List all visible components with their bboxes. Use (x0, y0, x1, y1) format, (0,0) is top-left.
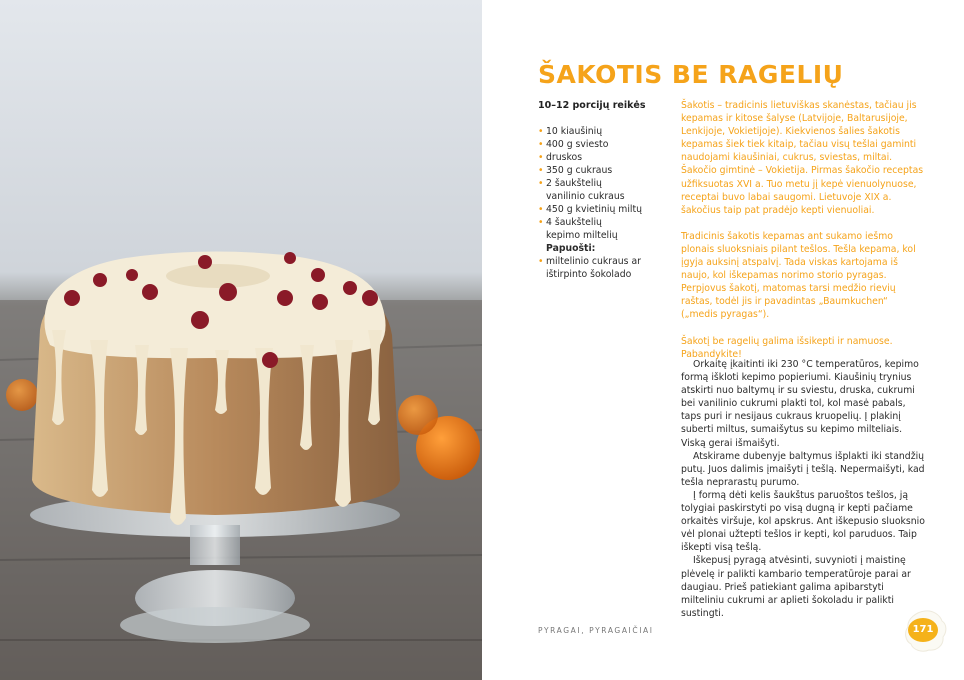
bullet-icon: • (538, 139, 544, 150)
page-number-badge (902, 608, 948, 654)
method-paragraph: Atskirame dubenyje baltymus išplakti iki standžių putų. Juos dalimis įmaišyti į tešlą. Nepermaišyti, kad tešla neprarastų purumo. (681, 450, 925, 488)
bullet-icon: • (538, 204, 544, 215)
recipe-title: ŠAKOTIS BE RAGELIŲ (538, 60, 844, 89)
method-text (681, 358, 926, 620)
list-item: • 400 g sviesto (538, 139, 609, 150)
bundt-cake (32, 252, 400, 526)
ingredients-list (538, 125, 658, 281)
list-item-continuation: vanilinio cukraus (546, 191, 625, 202)
list-item: • 10 kiaušinių (538, 126, 603, 137)
list-item: • 350 g cukraus (538, 165, 613, 176)
list-item: • 2 šaukštelių (538, 178, 602, 189)
intro-text (681, 99, 926, 374)
bullet-icon: • (538, 165, 544, 176)
list-item: • 4 šaukštelių (538, 217, 602, 228)
method-paragraph: Iškepusį pyragą atvėsinti, suvynioti į maistinę plėvelę ir palikti kambario temperatūroje parai ar daugiau. Prieš patiekiant galima apibarstyti milteliniu cukrumi ar aplieti šokoladu ir palikti sustingti. (681, 555, 911, 619)
method-paragraph: Orkaitę įkaitinti iki 230 °C temperatūros, kepimo formą iškloti kepimo popieriumi. Kiaušinių trynius atskirti nuo baltymų ir su sviestu, druska, cukrumi bei vanilinio cukrumi plakti tol, kol masė pabals, taps puri ir nesijaus cukraus kruopelių. Į plakinį suberti miltus, sumaišytus su kepimo milteliais. Viską gerai išmaišyti. (681, 359, 919, 449)
intro-paragraph: Šakotį be ragelių galima išsikepti ir namuose. Pabandykite! (681, 335, 893, 360)
bullet-icon: • (538, 256, 544, 267)
list-item: • 450 g kvietinių miltų (538, 204, 643, 215)
section-footer: PYRAGAI, PYRAGAIČIAI (538, 626, 654, 635)
method-paragraph: Į formą dėti kelis šaukštus paruoštos tešlos, ją tolygiai paskirstyti po visą dugną ir kepti pačiame orkaitės viršuje, kol apskrus. Ant iškepusio sluoksnio vėl plonai užtepti tešlos ir kepti, kol paruduos. Taip iškepti visą tešlą. (681, 489, 925, 554)
page-number: 171 (908, 618, 938, 642)
intro-paragraph: Šakotis – tradicinis lietuviškas skanėstas, tačiau jis kepamas ir kitose šalyse (Latvijoje, Baltarusijoje, Lenkijoje, Vokietijoje). Kiekvienos šalies šakotis kepamas šiek tiek kitaip, tačiau visų tešlai gaminti naudojami kiaušiniai, cukrus, sviestas, miltai. Šakočio gimtinė – Vokietija. Pirmas šakočio receptas užfiksuotas XVI a. Tuo metu jį kepė vienuolynuose, receptai buvo labai saugomi. Lietuvoje XIX a. šakočius taip pat pradėjo kepti vienuoliai. (681, 100, 924, 216)
portions-label: 10–12 porcijų reikės (538, 100, 646, 111)
bullet-icon: • (538, 126, 544, 137)
recipe-page (482, 0, 964, 680)
garnish-heading: Papuošti: (546, 243, 596, 254)
bullet-icon: • (538, 217, 544, 228)
orange-left (6, 379, 38, 411)
list-item-continuation: kepimo miltelių (546, 230, 618, 241)
intro-paragraph: Tradicinis šakotis kepamas ant sukamo iešmo plonais sluoksniais pilant tešlos. Tešla kepama, kol įgyja auksinį atspalvį. Tada viskas kartojama iš naujo, kol iškepamas norimo storio pyragas. Perpjovus šakotį, matomas tarsi medžio rievių raštas, todėl jis ir pavadintas „Baumkuchen“ („medis pyragas“). (681, 230, 916, 321)
bullet-icon: • (538, 178, 544, 189)
list-item: • miltelinio cukraus ar (538, 256, 641, 267)
list-item: • druskos (538, 152, 583, 163)
bullet-icon: • (538, 152, 544, 163)
list-item-continuation: ištirpinto šokolado (546, 269, 632, 280)
orange-right-back (398, 395, 438, 435)
